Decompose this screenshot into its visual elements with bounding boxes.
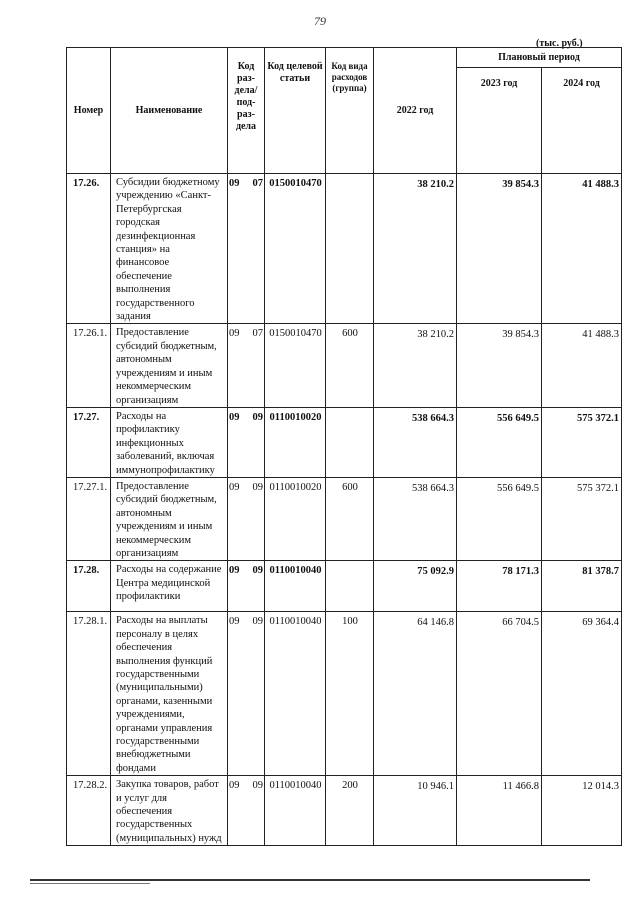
page-number: 79: [314, 14, 326, 28]
header-number: Номер: [67, 48, 111, 174]
row-number: 17.28.1.: [67, 612, 111, 776]
section-code: 09: [229, 565, 240, 577]
row-amount-2024: 12 014.3: [542, 776, 622, 846]
row-name: Предоставление субсидий бюджетным, автономным учреждениям и иным некоммерческим организациям: [111, 324, 228, 407]
subsection-code: 09: [252, 411, 263, 423]
header-name: Наименование: [111, 48, 228, 174]
section-code: 09: [229, 411, 240, 423]
header-2022: 2022 год: [374, 48, 457, 174]
subsection-code: 09: [252, 616, 263, 628]
row-amount-2024: 575 372.1: [542, 477, 622, 560]
row-target-code: 0110010040: [265, 561, 326, 612]
row-amount-2022: 38 210.2: [374, 174, 457, 324]
table-row: [67, 174, 622, 324]
row-amount-2022: 75 092.9: [374, 561, 457, 612]
row-amount-2022: 38 210.2: [374, 324, 457, 407]
row-amount-2024: 575 372.1: [542, 407, 622, 477]
row-name: Закупка товаров, работ и услуг для обеспечения государственных (муниципальных) нужд: [111, 776, 228, 846]
row-section-code: [228, 477, 265, 560]
row-amount-2023: 39 854.3: [457, 174, 542, 324]
header-2024: 2024 год: [542, 68, 622, 174]
row-amount-2023: 66 704.5: [457, 612, 542, 776]
row-name: Расходы на выплаты персоналу в целях обеспечения выполнения функций государственными (муниципальными) органами, казенными учреждениями, органами управления государственными внебюджетными фондами: [111, 612, 228, 776]
row-section-code: [228, 561, 265, 612]
header-2023: 2023 год: [457, 68, 542, 174]
row-amount-2023: 556 649.5: [457, 407, 542, 477]
row-amount-2024: 69 364.4: [542, 612, 622, 776]
section-code: 09: [229, 780, 240, 792]
row-number: 17.27.1.: [67, 477, 111, 560]
table-row: [67, 612, 622, 776]
row-amount-2022: 538 664.3: [374, 477, 457, 560]
subsection-code: 07: [252, 178, 263, 189]
row-number: 17.28.2.: [67, 776, 111, 846]
row-amount-2022: 64 146.8: [374, 612, 457, 776]
row-target-code: 0110010020: [265, 407, 326, 477]
row-expense-code: 200: [326, 776, 374, 846]
row-name: Субсидии бюджетному учреждению «Санкт-Петербургская городская дезинфекционная станция» на финансовое обеспечение выполнения государственного задания: [111, 174, 228, 324]
subsection-code: 09: [252, 565, 263, 577]
row-number: 17.26.: [67, 174, 111, 324]
row-number: 17.27.: [67, 407, 111, 477]
section-code: 09: [229, 178, 240, 189]
row-name: Расходы на содержание Центра медицинской профилактики: [111, 561, 228, 612]
row-amount-2023: 39 854.3: [457, 324, 542, 407]
row-expense-code: [326, 561, 374, 612]
row-section-code: [228, 407, 265, 477]
subsection-code: 07: [252, 328, 263, 340]
section-code: 09: [229, 481, 240, 493]
page-bottom-rule: [30, 879, 590, 881]
row-name: Расходы на профилактику инфекционных заболеваний, включая иммунопрофилактику: [111, 407, 228, 477]
row-target-code: 0150010470: [265, 174, 326, 324]
header-section-code: Код раз-дела/ под-раз-дела: [228, 48, 265, 174]
table-row: [67, 561, 622, 612]
subsection-code: 09: [252, 481, 263, 493]
page-bottom-rule-short: [30, 883, 150, 884]
row-amount-2023: 11 466.8: [457, 776, 542, 846]
row-amount-2022: 10 946.1: [374, 776, 457, 846]
row-amount-2023: 78 171.3: [457, 561, 542, 612]
section-code: 09: [229, 616, 240, 628]
row-amount-2024: 81 378.7: [542, 561, 622, 612]
row-amount-2024: 41 488.3: [542, 174, 622, 324]
subsection-code: 09: [252, 780, 263, 792]
row-number: 17.28.: [67, 561, 111, 612]
table-row: [67, 477, 622, 560]
row-expense-code: 600: [326, 477, 374, 560]
row-section-code: [228, 776, 265, 846]
row-amount-2022: 538 664.3: [374, 407, 457, 477]
header-target-code: Код целевой статьи: [265, 48, 326, 174]
budget-table: [66, 47, 622, 846]
row-target-code: 0110010040: [265, 776, 326, 846]
row-expense-code: 100: [326, 612, 374, 776]
row-target-code: 0110010040: [265, 612, 326, 776]
row-section-code: [228, 324, 265, 407]
table-row: [67, 407, 622, 477]
header-planned-period: Плановый период: [457, 48, 622, 68]
row-number: 17.26.1.: [67, 324, 111, 407]
table-row: [67, 776, 622, 846]
row-expense-code: 600: [326, 324, 374, 407]
row-expense-code: [326, 407, 374, 477]
row-expense-code: [326, 174, 374, 324]
row-target-code: 0110010020: [265, 477, 326, 560]
row-target-code: 0150010470: [265, 324, 326, 407]
row-section-code: [228, 612, 265, 776]
row-amount-2023: 556 649.5: [457, 477, 542, 560]
section-code: 09: [229, 328, 240, 340]
row-name: Предоставление субсидий бюджетным, автономным учреждениям и иным некоммерческим организациям: [111, 477, 228, 560]
row-amount-2024: 41 488.3: [542, 324, 622, 407]
units-label: (тыс. руб.): [536, 38, 583, 49]
header-expense-code: Код вида расходов (группа): [326, 48, 374, 174]
table-row: [67, 324, 622, 407]
row-section-code: [228, 174, 265, 324]
